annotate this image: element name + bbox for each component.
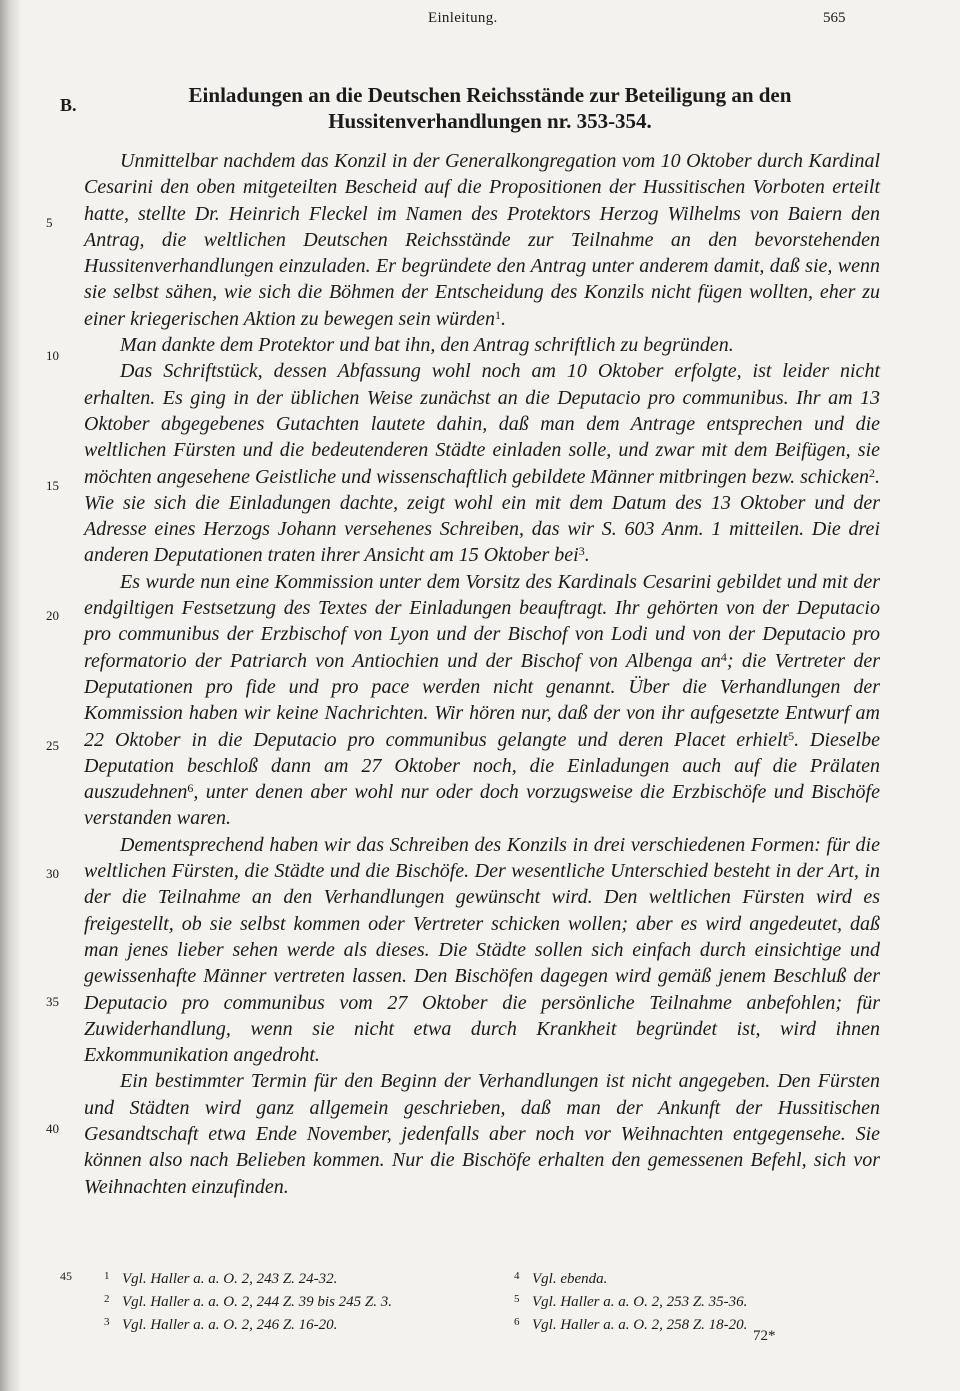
paragraph: Ein bestimmter Termin für den Beginn der Verhandlungen ist nicht angegeben. Den Fürsten und Städten wird ganz allgemein geschrieben, daß man der Ankunft der Hussitischen Gesandtschaft etwa Ende November, jedenfalls aber noch vor Weihnachten entgegensehe. Sie können also nach Belieben kommen. Nur die Bischöfe erhalten den gemessenen Befehl, sich vor Weihnachten einzufinden. xyxy=(84,1070,880,1198)
footnote-ref: 1 xyxy=(495,307,502,322)
footnote: 3 Vgl. Haller a. a. O. 2, 246 Z. 16-20. xyxy=(104,1316,338,1333)
paragraph: Das Schriftstück, dessen Abfassung wohl noch am 10 Oktober erfolgte, ist leider nicht erhalten. Es ging in der üblichen Weise zunächst an die Deputacio pro communibus. Ihr am 13 Oktober abgegebenes Gutachten lautete dahin, daß man dem Antrage entsprechen und die weltlichen Fürsten und die bedeutenderen Städte einladen solle, und zwar mit dem Beifügen, sie möchten angesehene Geistliche und wissenschaftlich gebildete Männer mitbringen bezw. schicken$^2$. Wie sie sich die Einladungen dachte, zeigt wohl ein mit dem Datum des 13 Oktober und der Adresse eines Herzogs Johann versehenes Schreiben, das wir S. 603 Anm. 1 mitteilen. Die drei anderen Deputationen traten ihrer Ansicht am 15 Oktober bei$^3$. xyxy=(84,360,880,567)
footnote-ref: 2 xyxy=(869,465,875,480)
line-number: 5 xyxy=(46,215,53,230)
body-text xyxy=(46,148,881,1200)
line-number: 15 xyxy=(46,478,59,493)
paragraph: Unmittelbar nachdem das Konzil in der Generalkongregation vom 10 Oktober durch Kardinal Cesarini den oben mitgeteilten Bescheid auf die Propositionen der Hussitischen Vorboten erteilt hatte, stellte Dr. Heinrich Fleckel im Namen des Protektors Herzog Wilhelms von Baiern den Antrag, die weltlichen Deutschen Reichsstände zur Teilnahme an den bevorstehenden Hussitenverhandlungen einzuladen. Er begründete den Antrag unter anderem damit, daß sie, wenn sie selbst sähen, wie sich die Böhmen der Entscheidung des Konzils nicht fügen wollten, eher zu einer kriegerischen Aktion zu bewegen sein würden$^1$. xyxy=(84,150,880,330)
footnote-ref: 3 xyxy=(578,544,585,559)
line-number: 10 xyxy=(46,348,59,363)
section-heading xyxy=(60,82,880,134)
line-number: 20 xyxy=(46,608,59,623)
line-number: 45 xyxy=(60,1269,72,1283)
footnotes-left-column xyxy=(104,1266,392,1335)
footnote: 6 Vgl. Haller a. a. O. 2, 258 Z. 18-20. xyxy=(514,1316,748,1333)
running-title: Einleitung. xyxy=(428,10,498,26)
section-title: Einladungen an die Deutschen Reichsstände zur Beteiligung an den Hussitenverhandlungen nr. 353-354. xyxy=(188,83,792,133)
footnote: 4 Vgl. ebenda. xyxy=(514,1270,608,1287)
line-number: 35 xyxy=(46,994,59,1009)
footnote: 2 Vgl. Haller a. a. O. 2, 244 Z. 39 bis 245 Z. 3. xyxy=(104,1293,393,1310)
line-number: 25 xyxy=(46,738,59,753)
section-letter: B. xyxy=(60,95,77,115)
line-number: 40 xyxy=(46,1121,59,1136)
paragraph: Es wurde nun eine Kommission unter dem Vorsitz des Kardinals Cesarini gebildet und mit der endgiltigen Festsetzung des Textes der Einladungen beauftragt. Ihr gehörten von der Deputacio pro communibus der Erzbischof von Lyon und der Bischof von Lodi und von der Deputacio pro reformatorio der Patriarch von Antiochien und der Bischof von Albenga $an^4$; die Vertreter der Deputationen pro fide und pro pace werden nicht genannt. Über die Verhandlungen der Kommission haben wir keine Nachrichten. Wir hören nur, daß der von ihr aufgesetzte Entwurf am 22 Oktober in die Deputacio pro communibus gelangte und deren Placet erhielt$^5$. Dieselbe Deputation beschloß dann am 27 Oktober noch, die Einladungen auch auf die Prälaten auszudehnen$^6$, unter denen aber wohl nur oder doch vorzugsweise die Erzbischöfe und Bischöfe verstanden waren. xyxy=(84,570,881,830)
running-header xyxy=(0,10,960,34)
footnote: 1 Vgl. Haller a. a. O. 2, 243 Z. 24-32. xyxy=(104,1270,338,1287)
footnote-ref: 5 xyxy=(788,728,795,743)
paragraph: Dementsprechend haben wir das Schreiben des Konzils in drei verschiedenen Formen: für die weltlichen Fürsten, die Städte und die Bischöfe. Der wesentliche Unterschied besteht in der Art, in der die Teilnahme an den Verhandlungen gewünscht wird. Den weltlichen Fürsten wird es freigestellt, ob sie selbst kommen oder Vertreter schicken wollen; aber es wird angedeutet, daß man jenes lieber sehen werde als dieses. Die Städte sollen sich einfach durch einsichtige und gewissenhafte Männer vertreten lassen. Den Bischöfen dagegen wird gemäß jenem Beschluß der Deputacio pro communibus vom 27 Oktober die persönliche Teilnahme anbefohlen; für Zuwiderhandlung, wenn sie nicht etwa durch Krankheit begründet ist, wird ihnen Exkommunikation angedroht. xyxy=(84,833,880,1067)
paragraph: Man dankte dem Protektor und bat ihn, den Antrag schriftlich zu begründen. xyxy=(120,334,734,357)
page-number: 565 xyxy=(823,10,846,26)
page-binding-shadow xyxy=(0,0,22,1391)
footnote-ref: 4 xyxy=(720,649,727,664)
footnote: 5 Vgl. Haller a. a. O. 2, 253 Z. 35-36. xyxy=(514,1293,748,1310)
footnotes-right-column xyxy=(514,1266,747,1335)
signature-mark: 72* xyxy=(753,1328,776,1344)
footnote-ref: 6 xyxy=(187,781,194,796)
line-number: 30 xyxy=(46,866,59,881)
